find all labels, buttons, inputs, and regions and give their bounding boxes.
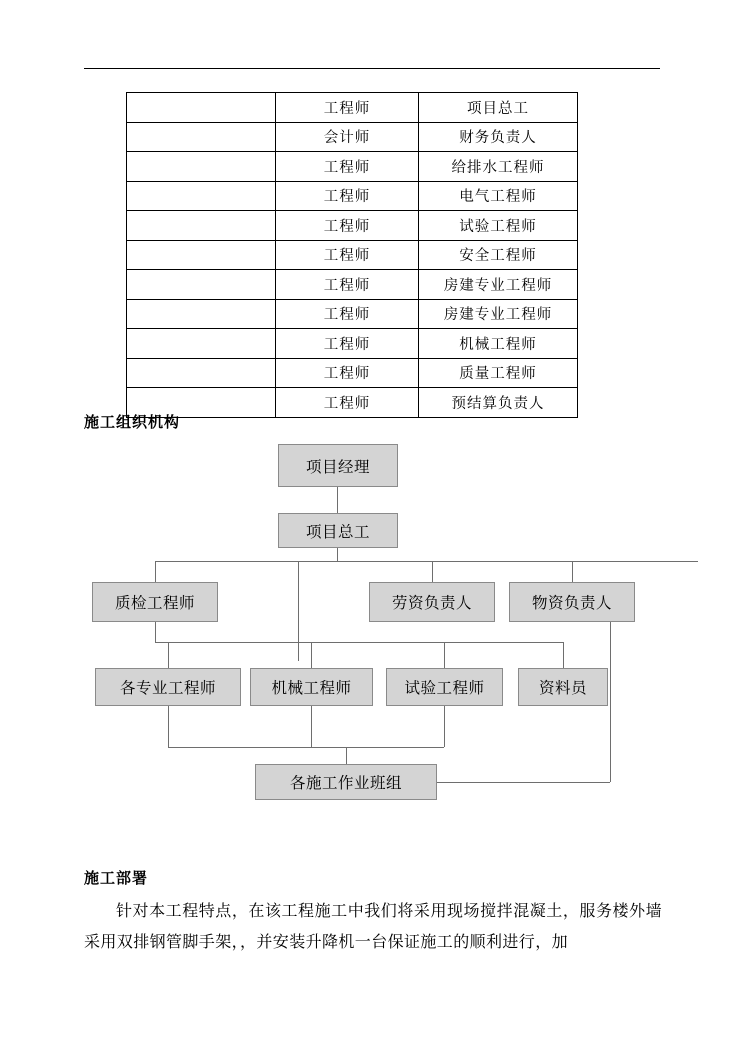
- org-node-mechanical-engineer[interactable]: 机械工程师: [250, 668, 373, 706]
- connector-level3-prof: [168, 642, 169, 668]
- connector-teamsbus-down: [346, 747, 347, 764]
- table-cell-title: 工程师: [276, 270, 419, 300]
- table-cell-title: 工程师: [276, 181, 419, 211]
- org-node-project-manager[interactable]: 项目经理: [278, 444, 398, 487]
- connector-bus-mid: [298, 561, 299, 661]
- table-row: [127, 358, 578, 388]
- table-cell-title: 工程师: [276, 329, 419, 359]
- table-cell-role: 质量工程师: [419, 358, 578, 388]
- connector-bus-level3: [155, 642, 563, 643]
- table-cell-title: 工程师: [276, 152, 419, 182]
- table-cell-title: 工程师: [276, 358, 419, 388]
- org-node-test-engineer[interactable]: 试验工程师: [386, 668, 503, 706]
- connector-teams-bus: [168, 747, 444, 748]
- table-cell-role: 房建专业工程师: [419, 270, 578, 300]
- org-node-professional-engineers[interactable]: 各专业工程师: [95, 668, 241, 706]
- connector-bus-labor: [432, 561, 433, 582]
- table-row: [127, 181, 578, 211]
- table-row: [127, 240, 578, 270]
- table-cell-blank: [127, 93, 276, 123]
- section-heading-deployment: 施工部署: [84, 871, 149, 887]
- table-cell-blank: [127, 152, 276, 182]
- table-cell-title: 工程师: [276, 299, 419, 329]
- table-cell-blank: [127, 329, 276, 359]
- table-cell-blank: [127, 211, 276, 241]
- connector-test-teamsbus: [444, 706, 445, 747]
- table-cell-role: 电气工程师: [419, 181, 578, 211]
- connector-teams-right: [437, 782, 610, 783]
- connector-level3-test: [444, 642, 445, 668]
- org-node-document-clerk[interactable]: 资料员: [518, 668, 608, 706]
- connector-qc-down: [155, 622, 156, 642]
- connector-bus-material: [572, 561, 573, 582]
- table-cell-blank: [127, 181, 276, 211]
- table-row: [127, 122, 578, 152]
- org-node-material-manager[interactable]: 物资负责人: [509, 582, 635, 622]
- table-row: [127, 152, 578, 182]
- connector-mech-teamsbus: [311, 706, 312, 747]
- table-row: [127, 93, 578, 123]
- table-cell-role: 项目总工: [419, 93, 578, 123]
- staff-table: [126, 92, 578, 418]
- table-cell-role: 给排水工程师: [419, 152, 578, 182]
- org-node-quality-inspection-engineer[interactable]: 质检工程师: [92, 582, 218, 622]
- connector-pm-chief: [337, 487, 338, 513]
- connector-prof-teamsbus: [168, 706, 169, 747]
- table-row: [127, 388, 578, 418]
- table-cell-title: 工程师: [276, 388, 419, 418]
- table-cell-blank: [127, 358, 276, 388]
- org-node-chief-engineer[interactable]: 项目总工: [278, 513, 398, 548]
- table-row: [127, 299, 578, 329]
- table-cell-role: 预结算负责人: [419, 388, 578, 418]
- table-cell-title: 工程师: [276, 93, 419, 123]
- table-cell-blank: [127, 299, 276, 329]
- table-cell-role: 安全工程师: [419, 240, 578, 270]
- table-row: [127, 329, 578, 359]
- table-cell-role: 机械工程师: [419, 329, 578, 359]
- deployment-paragraph: 针对本工程特点，在该工程施工中我们将采用现场搅拌混凝土，服务楼外墙采用双排钢管脚手架，，并安装升降机一台保证施工的顺利进行，加: [84, 903, 662, 951]
- table-cell-blank: [127, 122, 276, 152]
- table-cell-role: 房建专业工程师: [419, 299, 578, 329]
- table-cell-blank: [127, 270, 276, 300]
- org-node-labor-manager[interactable]: 劳资负责人: [369, 582, 495, 622]
- table-cell-title: 会计师: [276, 122, 419, 152]
- table-cell-title: 工程师: [276, 240, 419, 270]
- connector-material-teams: [610, 622, 611, 782]
- table-cell-blank: [127, 240, 276, 270]
- connector-chief-down: [337, 548, 338, 561]
- table-cell-title: 工程师: [276, 211, 419, 241]
- connector-bus-level2: [155, 561, 698, 562]
- table-cell-role: 财务负责人: [419, 122, 578, 152]
- connector-bus-qc: [155, 561, 156, 582]
- connector-level3-mech: [311, 642, 312, 668]
- org-node-construction-teams[interactable]: 各施工作业班组: [255, 764, 437, 800]
- connector-level3-doc: [563, 642, 564, 668]
- table-row: [127, 211, 578, 241]
- header-rule: [84, 68, 660, 69]
- section-heading-organization: 施工组织机构: [84, 415, 181, 431]
- table-cell-role: 试验工程师: [419, 211, 578, 241]
- table-row: [127, 270, 578, 300]
